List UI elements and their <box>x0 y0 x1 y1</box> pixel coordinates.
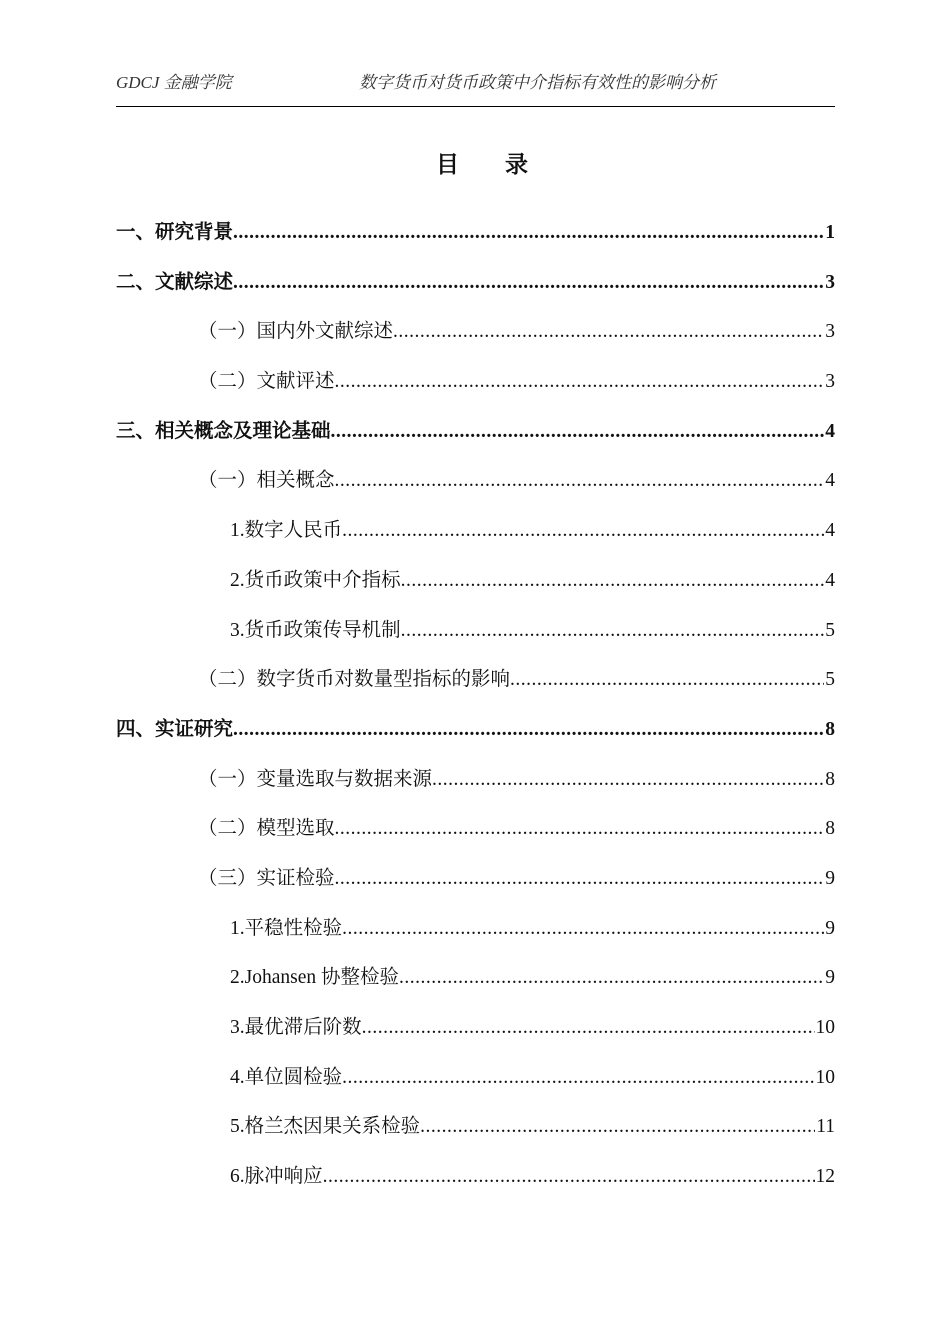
toc-page-number: 9 <box>825 967 835 989</box>
toc-leader <box>335 818 825 840</box>
toc-entry[interactable] <box>116 216 835 266</box>
toc-leader <box>510 669 824 691</box>
toc-entry[interactable] <box>116 663 835 713</box>
toc-entry-label: 2.Johansen 协整检验 <box>230 967 399 989</box>
toc-entry-label: 一、研究背景 <box>116 222 234 243</box>
toc-entry-label: （二）文献评述 <box>198 371 335 393</box>
toc-entry[interactable] <box>116 961 835 1011</box>
toc-entry[interactable] <box>116 713 835 763</box>
toc-leader <box>362 1017 815 1039</box>
toc-page-number: 4 <box>825 470 835 492</box>
toc-entry-label: （一）国内外文献综述 <box>198 321 394 343</box>
toc-entry[interactable] <box>116 464 835 514</box>
toc-entry[interactable] <box>116 315 835 365</box>
toc-entry[interactable] <box>116 415 835 465</box>
toc-entry[interactable] <box>116 514 835 564</box>
toc-leader <box>233 719 824 741</box>
toc-leader <box>233 272 824 294</box>
toc-entry-label: （一）变量选取与数据来源 <box>198 768 433 790</box>
header-rule <box>116 106 835 107</box>
toc-page-number: 4 <box>825 420 835 442</box>
toc-entry-label: 6.脉冲响应 <box>230 1166 323 1188</box>
toc-leader <box>342 918 824 940</box>
toc-leader <box>399 967 824 989</box>
toc-entry-label: （二）数字货币对数量型指标的影响 <box>198 669 511 691</box>
header-institution: GDCJ 金融学院 <box>116 73 232 92</box>
toc-leader <box>342 520 824 542</box>
toc-entry-label: 2.货币政策中介指标 <box>230 569 401 591</box>
toc-entry-label: 1.数字人民币 <box>230 520 343 542</box>
toc-page-number: 9 <box>825 917 835 939</box>
toc-entry[interactable] <box>116 266 835 316</box>
toc-entry[interactable] <box>116 912 835 962</box>
toc-entry-label: 三、相关概念及理论基础 <box>116 420 331 442</box>
toc-entry[interactable] <box>116 1160 835 1210</box>
toc-page-number: 12 <box>815 1166 835 1188</box>
toc-title: 目录 <box>436 152 574 177</box>
toc-leader <box>420 1116 815 1138</box>
toc-page-number: 5 <box>825 619 835 641</box>
toc-page-number: 8 <box>825 768 835 790</box>
toc-page-number: 4 <box>825 520 835 542</box>
toc-entry-label: 4.单位圆检验 <box>230 1066 343 1088</box>
toc-leader <box>401 620 825 642</box>
toc-leader <box>342 1067 814 1089</box>
toc-entry-label: 二、文献综述 <box>116 271 234 293</box>
toc-page-number: 3 <box>825 371 835 393</box>
toc-page-number: 5 <box>825 669 835 691</box>
toc-leader <box>432 769 824 791</box>
toc-entry-label: 1.平稳性检验 <box>230 917 343 939</box>
toc-page-number: 3 <box>825 321 835 343</box>
toc-leader <box>335 470 825 492</box>
toc-page-number: 1 <box>825 222 835 243</box>
toc-page-number: 10 <box>815 1017 835 1038</box>
toc-leader <box>401 570 825 592</box>
toc-entry[interactable] <box>116 763 835 813</box>
toc-entry-label: （三）实证检验 <box>198 867 335 889</box>
page-header <box>116 66 835 94</box>
toc-leader <box>335 371 825 393</box>
toc-entry[interactable] <box>116 1011 835 1061</box>
toc-leader <box>233 222 824 244</box>
toc-page-number: 8 <box>825 718 835 740</box>
toc-page-number: 9 <box>825 867 835 889</box>
toc-page-number: 4 <box>825 569 835 591</box>
toc-entry[interactable] <box>116 812 835 862</box>
toc-leader <box>331 421 825 443</box>
toc-entry[interactable] <box>116 1061 835 1111</box>
toc-entry-label: 四、实证研究 <box>116 718 234 740</box>
toc-page-number: 3 <box>825 271 835 293</box>
toc-entry[interactable] <box>116 614 835 664</box>
toc-entry-label: 3.最优滞后阶数 <box>230 1017 362 1038</box>
toc-page-number: 11 <box>816 1116 835 1138</box>
toc-entry[interactable] <box>116 564 835 614</box>
header-paper-title: 数字货币对货币政策中介指标有效性的影响分析 <box>359 73 716 92</box>
table-of-contents <box>116 216 835 1210</box>
toc-entry[interactable] <box>116 365 835 415</box>
toc-page-number: 10 <box>815 1066 835 1088</box>
toc-entry-label: 3.货币政策传导机制 <box>230 619 401 641</box>
toc-entry[interactable] <box>116 862 835 912</box>
toc-entry[interactable] <box>116 1110 835 1160</box>
toc-entry-label: （二）模型选取 <box>198 818 335 840</box>
toc-entry-label: （一）相关概念 <box>198 470 335 492</box>
toc-page-number: 8 <box>825 818 835 840</box>
toc-leader <box>335 868 825 890</box>
toc-leader <box>393 321 824 343</box>
toc-leader <box>323 1166 815 1188</box>
toc-entry-label: 5.格兰杰因果关系检验 <box>230 1116 421 1138</box>
